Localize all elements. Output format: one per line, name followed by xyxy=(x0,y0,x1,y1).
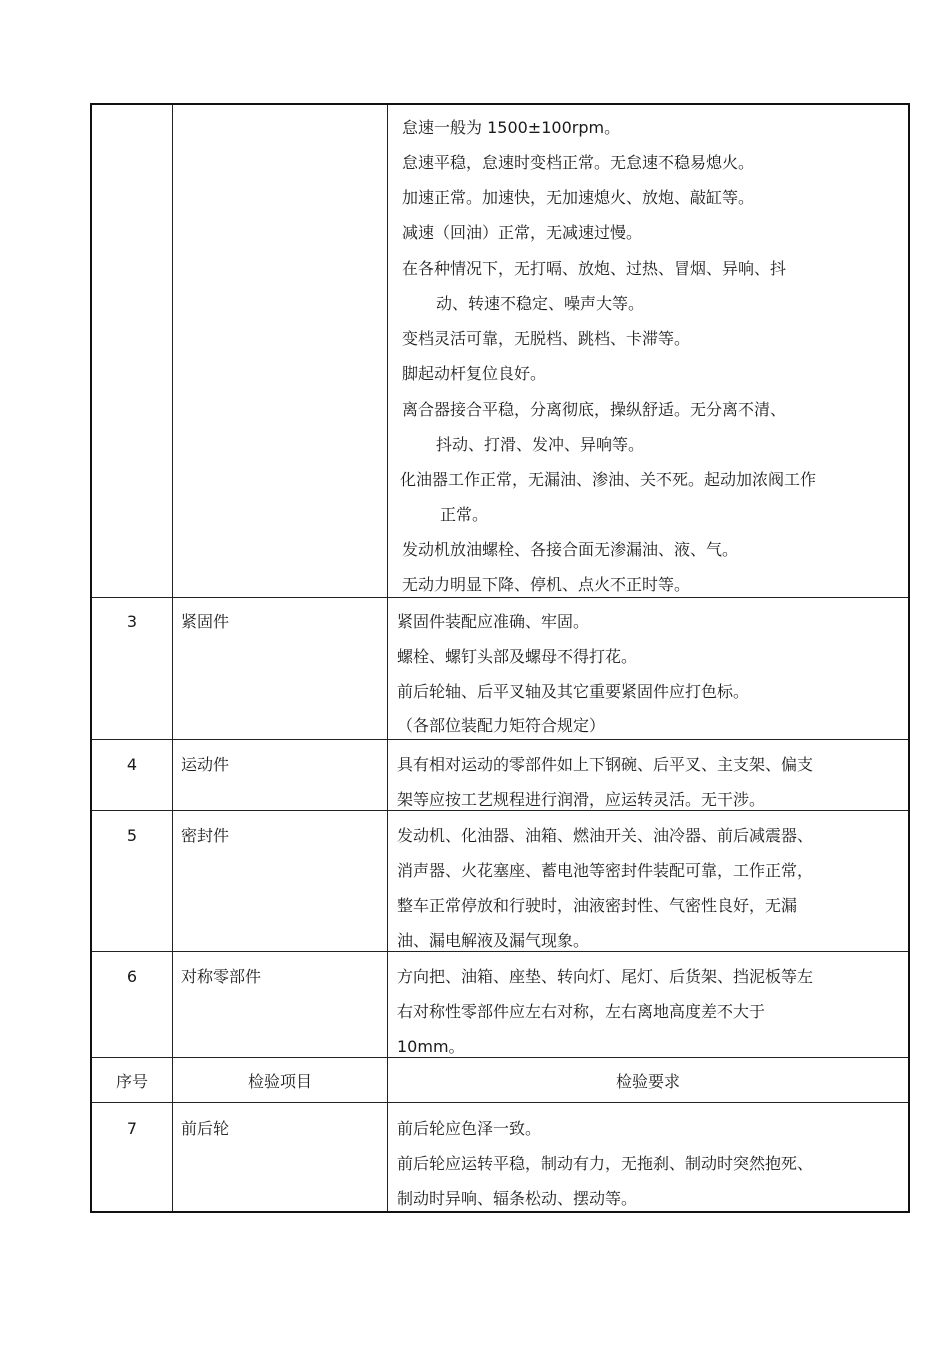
requirement-line: 紧固件装配应准确、牢固。 xyxy=(397,612,590,631)
requirement-line: 在各种情况下，无打嗝、放炮、过热、冒烟、异响、抖 xyxy=(402,259,787,278)
row-divider xyxy=(92,1057,908,1058)
requirement-line: 螺栓、螺钉头部及螺母不得打花。 xyxy=(397,647,638,666)
row-number: 3 xyxy=(126,612,138,631)
requirement-line: 离合器接合平稳，分离彻底，操纵舒适。无分离不清、 xyxy=(402,400,787,419)
requirement-line: 怠速平稳，怠速时变档正常。无怠速不稳易熄火。 xyxy=(402,153,755,172)
row-divider xyxy=(92,739,908,740)
requirement-line: 怠速一般为 1500±100rpm。 xyxy=(402,118,621,137)
requirement-line: 方向把、油箱、座垫、转向灯、尾灯、后货架、挡泥板等左 xyxy=(397,967,814,986)
requirement-line: 前后轮应运转平稳，制动有力，无拖刹、制动时突然抱死、 xyxy=(397,1154,814,1173)
requirement-line: 发动机、化油器、油箱、燃油开关、油冷器、前后减震器、 xyxy=(397,826,814,845)
requirement-line: 变档灵活可靠，无脱档、跳档、卡滞等。 xyxy=(402,329,691,348)
requirement-line: 动、转速不稳定、噪声大等。 xyxy=(436,294,645,313)
requirement-line: 具有相对运动的零部件如上下钢碗、后平叉、主支架、偏支 xyxy=(397,755,814,774)
requirement-line: 加速正常。加速快，无加速熄火、放炮、敲缸等。 xyxy=(402,188,755,207)
row-number: 4 xyxy=(126,755,138,774)
requirement-line: 化油器工作正常，无漏油、渗油、关不死。起动加浓阀工作 xyxy=(400,470,817,489)
requirement-line: 抖动、打滑、发冲、异响等。 xyxy=(436,435,645,454)
row-divider xyxy=(92,1102,908,1103)
requirement-line: 油、漏电解液及漏气现象。 xyxy=(397,931,590,950)
requirement-line: 前后轮应色泽一致。 xyxy=(397,1119,542,1138)
row-number: 6 xyxy=(126,967,138,986)
row-number: 5 xyxy=(126,826,138,845)
row-divider xyxy=(92,597,908,598)
inspection-item: 密封件 xyxy=(181,826,230,845)
requirement-line: 正常。 xyxy=(440,505,489,524)
column-divider xyxy=(172,105,173,1211)
requirement-line: （各部位装配力矩符合规定） xyxy=(397,716,606,735)
inspection-item: 对称零部件 xyxy=(181,967,262,986)
inspection-item: 前后轮 xyxy=(181,1119,230,1138)
requirement-line: 制动时异响、辐条松动、摆动等。 xyxy=(397,1189,638,1208)
column-divider xyxy=(387,105,388,1211)
requirement-line: 架等应按工艺规程进行润滑，应运转灵活。无干涉。 xyxy=(397,790,766,809)
requirement-line: 无动力明显下降、停机、点火不正时等。 xyxy=(402,575,691,594)
requirement-line: 减速（回油）正常，无减速过慢。 xyxy=(402,223,643,242)
requirement-line: 消声器、火花塞座、蓄电池等密封件装配可靠，工作正常， xyxy=(397,861,814,880)
requirement-line: 整车正常停放和行驶时，油液密封性、气密性良好，无漏 xyxy=(397,896,798,915)
requirement-line: 发动机放油螺栓、各接合面无渗漏油、液、气。 xyxy=(402,540,739,559)
row-number: 7 xyxy=(126,1119,138,1138)
requirement-line: 前后轮轴、后平叉轴及其它重要紧固件应打色标。 xyxy=(397,682,750,701)
requirement-line: 右对称性零部件应左右对称，左右离地高度差不大于 xyxy=(397,1002,766,1021)
row-divider xyxy=(92,810,908,811)
row-divider xyxy=(92,951,908,952)
inspection-table xyxy=(90,103,910,1213)
header-item: 检验项目 xyxy=(247,1072,312,1091)
inspection-item: 紧固件 xyxy=(181,612,230,631)
requirement-line: 10mm。 xyxy=(397,1037,465,1056)
header-number: 序号 xyxy=(115,1072,148,1091)
requirement-line: 脚起动杆复位良好。 xyxy=(402,364,547,383)
inspection-item: 运动件 xyxy=(181,755,230,774)
header-requirements: 检验要求 xyxy=(615,1072,680,1091)
